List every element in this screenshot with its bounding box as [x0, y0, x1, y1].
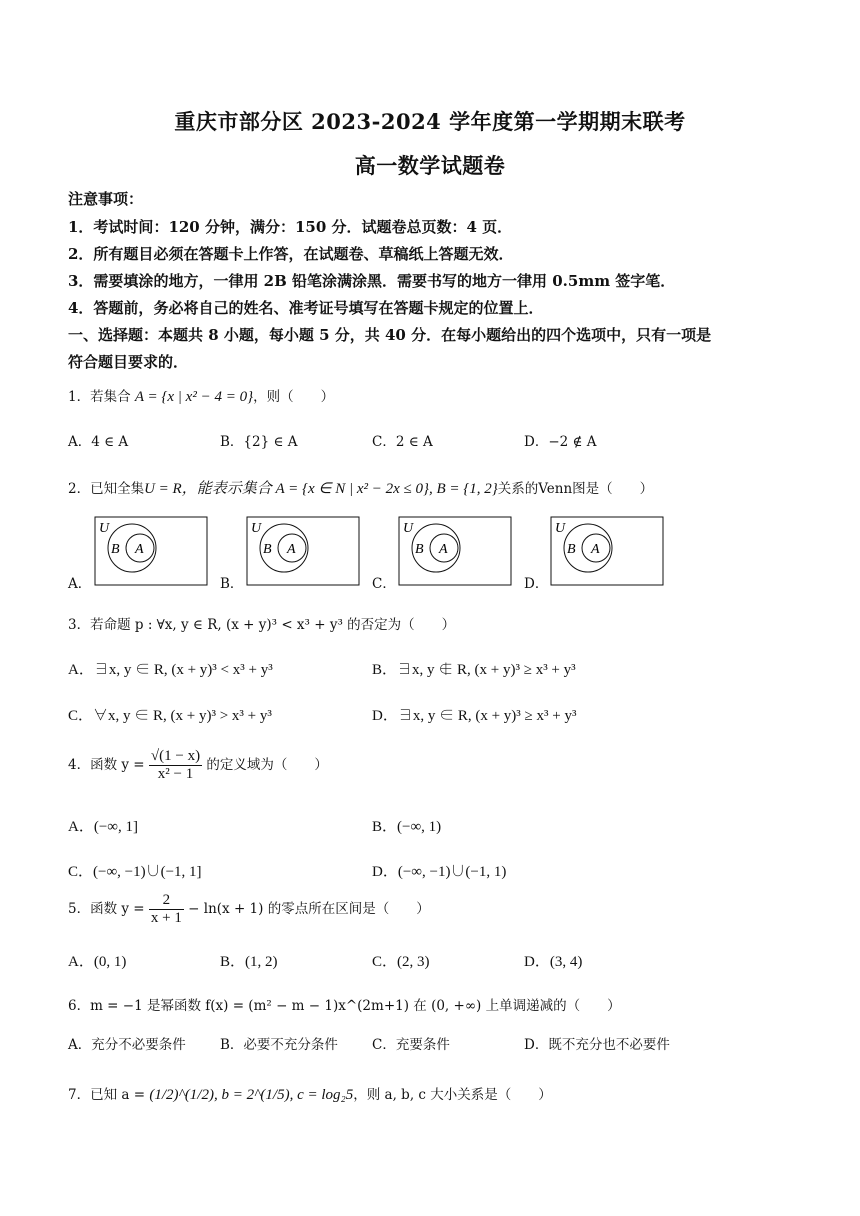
question-1-option-c[interactable]: C．2 ∈ A	[372, 434, 433, 450]
question-3-option-d[interactable]: D．∃x, y ∈ R, (x + y)³ ≥ x³ + y³	[372, 708, 577, 724]
question-2-option-a[interactable]: A．	[68, 576, 92, 592]
section-heading-cont: 符合题目要求的．	[68, 353, 189, 371]
question-1-option-a[interactable]: A．4 ∈ A	[68, 434, 129, 450]
question-5-option-c[interactable]: C．(2, 3)	[372, 954, 430, 970]
note-item: 3．需要填涂的地方，一律用 2B 铅笔涂满涂黑．需要书写的地方一律用 0.5mm 签字笔．	[68, 272, 676, 290]
question-6-stem: 6．m = −1 是幂函数 f(x) = (m² − m − 1)x^(2m+1) 在 (0, +∞) 上单调递减的（ ）	[68, 998, 621, 1014]
question-4-option-b[interactable]: B．(−∞, 1)	[372, 819, 442, 835]
question-7-stem: 7．已知 a = (1/2)^(1/2), b = 2^(1/5), c = log₂5，则 a, b, c 大小关系是（ ）	[68, 1087, 552, 1103]
venn-label-u: U	[403, 521, 414, 536]
question-2-option-b[interactable]: B．	[220, 576, 244, 592]
venn-label-b: B	[567, 542, 576, 557]
venn-label-a: A	[287, 542, 296, 557]
question-6-option-b[interactable]: B．必要不充分条件	[220, 1037, 338, 1053]
note-item: 4．答题前，务必将自己的姓名、准考证号填写在答题卡规定的位置上．	[68, 299, 544, 317]
question-3-option-a[interactable]: A．∃x, y ∈ R, (x + y)³ < x³ + y³	[68, 662, 273, 678]
question-2-option-d[interactable]: D．	[524, 576, 549, 592]
venn-label-b: B	[263, 542, 272, 557]
section-heading: 一、选择题：本题共 8 小题，每小题 5 分，共 40 分．在每小题给出的四个选项中，只有一项是	[68, 326, 712, 344]
question-5-option-a[interactable]: A．(0, 1)	[68, 954, 127, 970]
question-4-option-c[interactable]: C．(−∞, −1)∪(−1, 1]	[68, 864, 202, 880]
note-item: 2．所有题目必须在答题卡上作答，在试题卷、草稿纸上答题无效．	[68, 245, 514, 263]
question-2-stem: 2．已知全集U = R，能表示集合 A = {x ∈ N | x² − 2x ≤ 0}, B = {1, 2}关系的Venn图是（ ）	[68, 481, 654, 497]
note-item: 1．考试时间：120 分钟，满分：150 分．试题卷总页数：4 页．	[68, 218, 513, 236]
question-3-option-c[interactable]: C．∀x, y ∈ R, (x + y)³ > x³ + y³	[68, 708, 272, 724]
venn-label-u: U	[555, 521, 566, 536]
venn-label-a: A	[439, 542, 448, 557]
venn-label-u: U	[99, 521, 110, 536]
fraction: $\frac{2}{x + 1}$	[150, 892, 182, 926]
exam-title: 重庆市部分区 2023-2024 学年度第一学期期末联考	[174, 109, 686, 134]
venn-label-u: U	[251, 521, 262, 536]
question-4-option-a[interactable]: A．(−∞, 1]	[68, 819, 138, 835]
venn-diagram-c[interactable]	[398, 516, 512, 586]
venn-label-b: B	[111, 542, 120, 557]
question-6-option-a[interactable]: A．充分不必要条件	[68, 1037, 186, 1053]
question-2-option-c[interactable]: C．	[372, 576, 396, 592]
venn-diagram-b[interactable]	[246, 516, 360, 586]
exam-subtitle: 高一数学试题卷	[354, 153, 506, 178]
venn-label-b: B	[415, 542, 424, 557]
venn-label-a: A	[591, 542, 600, 557]
question-3-stem: 3．若命题 p : ∀x, y ∈ R, (x + y)³ < x³ + y³ 的否定为（ ）	[68, 617, 456, 633]
question-5-option-b[interactable]: B．(1, 2)	[220, 954, 278, 970]
question-1-stem: 1．若集合 A = {x | x² − 4 = 0}，则（ ）	[68, 389, 335, 405]
question-3-option-b[interactable]: B．∃x, y ∉ R, (x + y)³ ≥ x³ + y³	[372, 662, 576, 678]
venn-diagram-d[interactable]	[550, 516, 664, 586]
question-6-option-d[interactable]: D．既不充分也不必要件	[524, 1037, 670, 1053]
question-4-option-d[interactable]: D．(−∞, −1)∪(−1, 1)	[372, 864, 507, 880]
question-1-option-b[interactable]: B．{2} ∈ A	[220, 434, 298, 450]
question-5-stem: 5．函数 y = $\frac{2}{x + 1}$ − ln(x + 1) 的零点所在区间是（ ）	[68, 892, 430, 926]
venn-diagram-a[interactable]	[94, 516, 208, 586]
notes-heading: 注意事项：	[68, 190, 144, 208]
question-5-option-d[interactable]: D．(3, 4)	[524, 954, 583, 970]
question-1-option-d[interactable]: D．−2 ∉ A	[524, 434, 597, 450]
question-6-option-c[interactable]: C．充要条件	[372, 1037, 450, 1053]
question-4-stem: 4．函数 y = $\frac{√(1 - x)}{\text{x² − 1}}$ 的定义域为（ ）	[68, 748, 328, 782]
venn-label-a: A	[135, 542, 144, 557]
fraction: $\frac{√(1 - x)}{\text{x² − 1}}$	[150, 748, 201, 782]
